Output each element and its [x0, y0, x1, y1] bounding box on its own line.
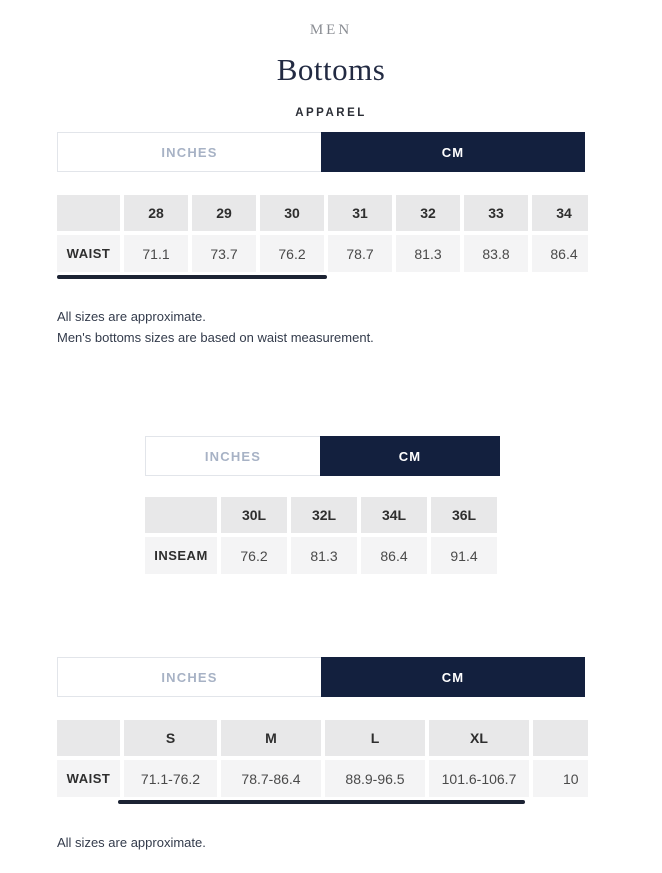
measurement-cell: 101.6-106.7: [429, 760, 529, 797]
size-column-header: 30L: [221, 497, 287, 533]
measurement-cell-clipped: 10: [533, 760, 588, 797]
inches-tab[interactable]: INCHES: [161, 669, 218, 685]
size-column-header: 32L: [291, 497, 357, 533]
cm-tab[interactable]: CM: [321, 657, 585, 697]
horizontal-scrollbar[interactable]: [57, 275, 327, 279]
row-label-waist: WAIST: [57, 760, 120, 797]
inches-tab[interactable]: INCHES: [161, 144, 218, 160]
measurement-cell: 76.2: [260, 235, 324, 272]
table-header-row: [57, 195, 588, 231]
unit-toggle-3: [57, 657, 585, 697]
measurement-cell: 73.7: [192, 235, 256, 272]
measurement-cell: 78.7: [328, 235, 392, 272]
table-data-row: [145, 537, 497, 574]
size-column-header: L: [325, 720, 425, 756]
measurement-cell: 88.9-96.5: [325, 760, 425, 797]
size-column-header: 31: [328, 195, 392, 231]
note-text: Men's bottoms sizes are based on waist measurement.: [57, 330, 374, 345]
measurement-cell: 78.7-86.4: [221, 760, 321, 797]
table-data-row: [57, 235, 588, 272]
measurement-cell: 71.1: [124, 235, 188, 272]
size-column-header: S: [124, 720, 217, 756]
measurement-cell: 86.4: [532, 235, 588, 272]
size-column-header-clipped: [533, 720, 588, 756]
measurement-cell: 81.3: [291, 537, 357, 574]
waist-size-table-letter: [57, 720, 588, 797]
table-data-row: [57, 760, 588, 797]
note-text: All sizes are approximate.: [57, 835, 206, 850]
size-column-header: 34L: [361, 497, 427, 533]
measurement-cell: 81.3: [396, 235, 460, 272]
corner-cell: [57, 195, 120, 231]
inches-tab[interactable]: INCHES: [204, 448, 262, 464]
size-column-header: 32: [396, 195, 460, 231]
size-column-header: 34: [532, 195, 588, 231]
inseam-size-table: [145, 497, 497, 574]
horizontal-scrollbar[interactable]: [118, 800, 525, 804]
size-column-header: 28: [124, 195, 188, 231]
size-column-header: M: [221, 720, 321, 756]
corner-cell: [145, 497, 217, 533]
note-text: All sizes are approximate.: [57, 309, 206, 324]
cm-tab[interactable]: CM: [320, 436, 500, 476]
table-notes: [57, 832, 662, 853]
size-column-header: 33: [464, 195, 528, 231]
measurement-cell: 91.4: [431, 537, 497, 574]
waist-size-table-numeric: [57, 195, 588, 272]
breadcrumb-men: MEN: [309, 22, 353, 38]
size-column-header: 30: [260, 195, 324, 231]
row-label-waist: WAIST: [57, 235, 120, 272]
size-column-header: 36L: [431, 497, 497, 533]
unit-toggle-1: [57, 132, 585, 172]
table-header-row: [57, 720, 588, 756]
category-label: APPAREL: [295, 107, 367, 119]
measurement-cell: 83.8: [464, 235, 528, 272]
measurement-cell: 71.1-76.2: [124, 760, 217, 797]
cm-tab[interactable]: CM: [321, 132, 585, 172]
page-title: Bottoms: [276, 52, 386, 87]
unit-toggle-2: [145, 436, 500, 476]
measurement-cell: 76.2: [221, 537, 287, 574]
row-label-inseam: INSEAM: [145, 537, 217, 574]
table-notes: [57, 306, 662, 348]
measurement-cell: 86.4: [361, 537, 427, 574]
size-column-header: XL: [429, 720, 529, 756]
size-column-header: 29: [192, 195, 256, 231]
table-header-row: [145, 497, 497, 533]
corner-cell: [57, 720, 120, 756]
